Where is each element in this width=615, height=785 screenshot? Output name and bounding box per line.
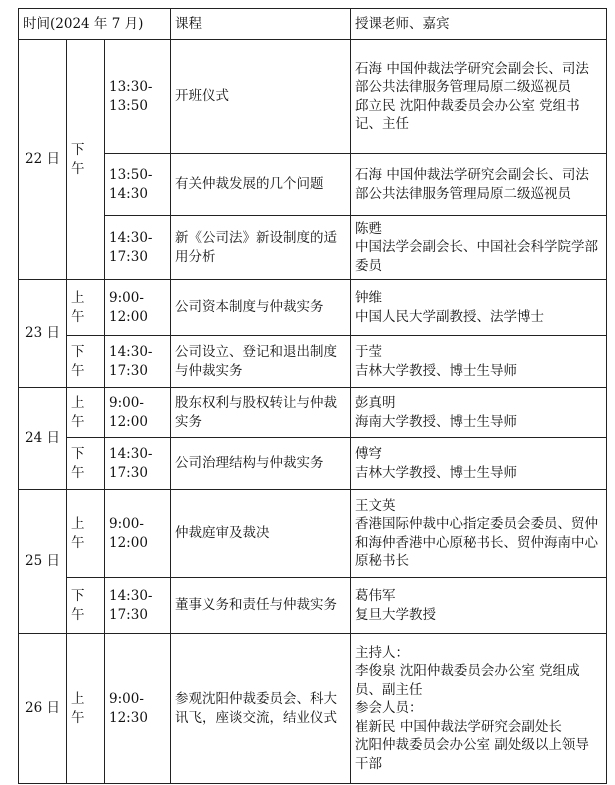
course-cell: 新《公司法》新设制度的适用分析 — [171, 216, 351, 280]
day-cell: 25 日 — [19, 490, 67, 634]
time-cell: 13:30- 13:50 — [105, 40, 171, 154]
period-cell: 下 午 — [67, 578, 105, 634]
period-cell: 下 午 — [67, 40, 105, 280]
table-row — [19, 490, 607, 578]
teacher-cell: 彭真明 海南大学教授、博士生导师 — [351, 388, 607, 438]
course-cell: 董事义务和责任与仲裁实务 — [171, 578, 351, 634]
teacher-cell: 王文英 香港国际仲裁中心指定委员会委员、贸仲和海仲香港中心原秘书长、贸仲海南中心原秘书长 — [351, 490, 607, 578]
teacher-cell: 主持人： 李俊泉 沈阳仲裁委员会办公室 党组成员、副主任 参会人员： 崔新民 中国仲裁法学研究会副处长 沈阳仲裁委员会办公室 副处级以上领导干部 — [351, 634, 607, 784]
period-cell: 上 午 — [67, 490, 105, 578]
time-cell: 9:00- 12:30 — [105, 634, 171, 784]
header-row — [19, 9, 607, 40]
table-row — [19, 438, 607, 490]
table-row — [19, 336, 607, 388]
teacher-cell: 石海 中国仲裁法学研究会副会长、司法部公共法律服务管理局原二级巡视员 邱立民 沈阳仲裁委员会办公室 党组书记、主任 — [351, 40, 607, 154]
teacher-cell: 傅穹 吉林大学教授、博士生导师 — [351, 438, 607, 490]
teacher-cell: 于莹 吉林大学教授、博士生导师 — [351, 336, 607, 388]
teacher-cell: 陈甦 中国法学会副会长、中国社会科学院学部委员 — [351, 216, 607, 280]
course-cell: 公司治理结构与仲裁实务 — [171, 438, 351, 490]
header-course: 课程 — [171, 9, 351, 40]
day-cell: 26 日 — [19, 634, 67, 784]
schedule-table — [18, 8, 607, 784]
course-cell: 公司设立、登记和退出制度与仲裁实务 — [171, 336, 351, 388]
table-row — [19, 280, 607, 336]
teacher-cell: 钟维 中国人民大学副教授、法学博士 — [351, 280, 607, 336]
period-cell: 下 午 — [67, 438, 105, 490]
time-cell: 14:30- 17:30 — [105, 336, 171, 388]
time-cell: 13:50- 14:30 — [105, 154, 171, 216]
course-cell: 开班仪式 — [171, 40, 351, 154]
course-cell: 参观沈阳仲裁委员会、科大讯飞，座谈交流，结业仪式 — [171, 634, 351, 784]
teacher-cell: 葛伟军 复旦大学教授 — [351, 578, 607, 634]
period-cell: 下 午 — [67, 336, 105, 388]
period-cell: 上 午 — [67, 388, 105, 438]
course-cell: 股东权利与股权转让与仲裁实务 — [171, 388, 351, 438]
time-cell: 14:30- 17:30 — [105, 216, 171, 280]
time-cell: 9:00- 12:00 — [105, 280, 171, 336]
course-cell: 公司资本制度与仲裁实务 — [171, 280, 351, 336]
time-cell: 9:00- 12:00 — [105, 388, 171, 438]
time-cell: 14:30- 17:30 — [105, 438, 171, 490]
time-cell: 14:30- 17:30 — [105, 578, 171, 634]
period-cell: 上 午 — [67, 634, 105, 784]
table-row — [19, 216, 607, 280]
time-cell: 9:00- 12:00 — [105, 490, 171, 578]
teacher-cell: 石海 中国仲裁法学研究会副会长、司法部公共法律服务管理局原二级巡视员 — [351, 154, 607, 216]
table-row — [19, 634, 607, 784]
table-row — [19, 578, 607, 634]
table-row — [19, 388, 607, 438]
header-teacher: 授课老师、嘉宾 — [351, 9, 607, 40]
day-cell: 22 日 — [19, 40, 67, 280]
table-row — [19, 154, 607, 216]
header-time: 时间(2024 年 7 月) — [19, 9, 171, 40]
course-cell: 仲裁庭审及裁决 — [171, 490, 351, 578]
day-cell: 24 日 — [19, 388, 67, 490]
course-cell: 有关仲裁发展的几个问题 — [171, 154, 351, 216]
day-cell: 23 日 — [19, 280, 67, 388]
table-row — [19, 40, 607, 154]
period-cell: 上 午 — [67, 280, 105, 336]
